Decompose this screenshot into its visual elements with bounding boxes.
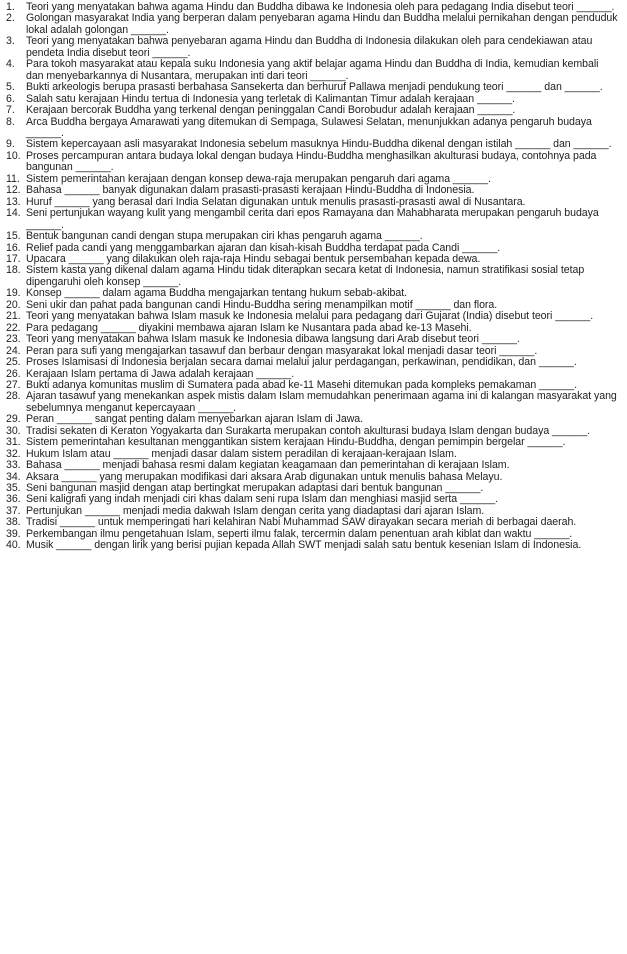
question-text: Perkembangan ilmu pengetahuan Islam, seperti ilmu falak, tercermin dalam penentuan arah kiblat dan waktu ______. [26, 527, 573, 540]
question-text: Tradisi ______ untuk memperingati hari kelahiran Nabi Muhammad SAW dirayakan secara meriah di berbagai daerah. [26, 516, 577, 529]
question-item [6, 105, 618, 116]
question-number: 33. [6, 459, 21, 472]
question-text: Seni bangunan masjid dengan atap bertingkat merupakan adaptasi dari bentuk bangunan ______. [26, 482, 484, 495]
question-item [6, 265, 618, 288]
question-text: Upacara ______ yang dilakukan oleh raja-raja Hindu sebagai bentuk persembahan kepada dewa. [26, 252, 481, 265]
question-number: 30. [6, 424, 21, 437]
question-number: 32. [6, 447, 21, 460]
question-item [6, 208, 618, 231]
question-number: 26. [6, 367, 21, 380]
question-item [6, 460, 618, 471]
question-text: Kerajaan Islam pertama di Jawa adalah kerajaan ______. [26, 367, 295, 380]
question-number: 31. [6, 436, 21, 449]
question-text: Konsep ______ dalam agama Buddha mengajarkan tentang hukum sebab-akibat. [26, 287, 407, 300]
question-text: Bukti arkeologis berupa prasasti berbahasa Sansekerta dan berhuruf Pallawa menjadi pendukung teori ______ dan ______. [26, 81, 603, 94]
question-item [6, 357, 618, 368]
question-text: Sistem pemerintahan kerajaan dengan konsep dewa-raja merupakan pengaruh dari agama ______. [26, 172, 491, 185]
question-number: 20. [6, 298, 21, 311]
question-text: Peran ______ sangat penting dalam menyebarkan ajaran Islam di Jawa. [26, 413, 364, 426]
question-text: Para pedagang ______ diyakini membawa ajaran Islam ke Nusantara pada abad ke-13 Masehi. [26, 321, 472, 334]
question-text: Sistem kasta yang dikenal dalam agama Hindu tidak diterapkan secara ketat di Indonesia, namun stratifikasi sosial tetap dipengaruhi oleh konsep ______. [26, 264, 585, 288]
question-number: 23. [6, 333, 21, 346]
question-text: Proses Islamisasi di Indonesia berjalan secara damai melalui jalur perdagangan, perkawinan, pendidikan, dan ______. [26, 356, 577, 369]
question-number: 2. [6, 12, 15, 25]
question-text: Huruf ______ yang berasal dari India Selatan digunakan untuk menulis prasasti-prasasti awal di Nusantara. [26, 195, 526, 208]
question-number: 16. [6, 241, 21, 254]
question-number: 28. [6, 390, 21, 403]
question-number: 29. [6, 413, 21, 426]
question-item [6, 311, 618, 322]
question-item [6, 151, 618, 174]
question-number: 24. [6, 344, 21, 357]
question-text: Seni kaligrafi yang indah menjadi ciri khas dalam seni rupa Islam dan menghiasi masjid serta ______. [26, 493, 498, 506]
question-text: Bentuk bangunan candi dengan stupa merupakan ciri khas pengaruh agama ______. [26, 230, 423, 243]
question-number: 10. [6, 149, 21, 162]
question-number: 15. [6, 230, 21, 243]
question-number: 39. [6, 527, 21, 540]
question-text: Kerajaan bercorak Buddha yang terkenal dengan peninggalan Candi Borobudur adalah kerajaan ______. [26, 104, 516, 117]
question-number: 4. [6, 58, 15, 71]
question-number: 6. [6, 92, 15, 105]
question-text: Sistem pemerintahan kesultanan menggantikan sistem kerajaan Hindu-Buddha, dengan pemimpin bergelar ______. [26, 436, 566, 449]
question-item [6, 13, 618, 36]
question-item [6, 540, 618, 551]
question-text: Arca Buddha bergaya Amarawati yang ditemukan di Sempaga, Sulawesi Selatan, menunjukkan adanya pengaruh budaya ______. [26, 115, 592, 139]
question-number: 40. [6, 539, 21, 552]
question-number: 25. [6, 356, 21, 369]
question-list [6, 2, 618, 552]
question-number: 37. [6, 504, 21, 517]
question-number: 5. [6, 81, 15, 94]
question-text: Peran para sufi yang mengajarkan tasawuf dan berbaur dengan masyarakat lokal menjadi dasar teori ______. [26, 344, 538, 357]
question-number: 17. [6, 252, 21, 265]
question-number: 38. [6, 516, 21, 529]
question-text: Teori yang menyatakan bahwa Islam masuk ke Indonesia dibawa langsung dari Arab disebut teori ______. [26, 333, 520, 346]
question-item [6, 185, 618, 196]
question-item [6, 117, 618, 140]
question-number: 34. [6, 470, 21, 483]
question-text: Teori yang menyatakan bahwa agama Hindu dan Buddha dibawa ke Indonesia oleh para pedagang India disebut teori ______. [26, 1, 615, 13]
question-number: 11. [6, 172, 20, 185]
question-number: 22. [6, 321, 21, 334]
question-text: Teori yang menyatakan bahwa Islam masuk ke Indonesia melalui para pedagang dari Gujarat (India) disebut teori ______. [26, 310, 594, 323]
question-text: Ajaran tasawuf yang menekankan aspek mistis dalam Islam memudahkan penerimaan agama ini di kalangan masyarakat yang sebelumnya menganut kepercayaan ______. [26, 390, 617, 414]
question-text: Musik ______ dengan lirik yang berisi pujian kepada Allah SWT menjadi salah satu bentuk kesenian Islam di Indonesia. [26, 539, 582, 552]
question-text: Proses percampuran antara budaya lokal dengan budaya Hindu-Buddha menghasilkan akulturasi budaya, contohnya pada bangunan ______. [26, 149, 597, 174]
question-text: Para tokoh masyarakat atau kepala suku Indonesia yang aktif belajar agama Hindu dan Buddha di India, kemudian kembali dan menyebarkannya di Nusantara, merupakan inti dari teori ______. [26, 58, 599, 82]
question-number: 18. [6, 264, 21, 277]
question-number: 13. [6, 195, 21, 208]
question-number: 14. [6, 207, 21, 220]
question-text: Seni pertunjukan wayang kulit yang mengambil cerita dari epos Ramayana dan Mahabharata merupakan pengaruh budaya ______. [26, 207, 599, 231]
question-text: Sistem kepercayaan asli masyarakat Indonesia sebelum masuknya Hindu-Buddha dikenal dengan istilah ______ dan ______. [26, 138, 612, 151]
question-number: 12. [6, 184, 21, 197]
question-number: 35. [6, 482, 21, 495]
question-item [6, 59, 618, 82]
question-number: 3. [6, 35, 15, 48]
question-number: 21. [6, 310, 21, 323]
question-number: 9. [6, 138, 15, 151]
question-text: Bukti adanya komunitas muslim di Sumatera pada abad ke-11 Masehi ditemukan pada kompleks pemakaman ______. [26, 378, 577, 391]
question-text: Teori yang menyatakan bahwa penyebaran agama Hindu dan Buddha di Indonesia dilakukan oleh para cendekiawan atau pendeta India disebut teori ______. [26, 35, 593, 59]
question-item [6, 437, 618, 448]
question-item [6, 391, 618, 414]
question-text: Bahasa ______ banyak digunakan dalam prasasti-prasasti kerajaan Hindu-Buddha di Indonesia. [26, 184, 475, 197]
question-text: Hukum Islam atau ______ menjadi dasar dalam sistem peradilan di kerajaan-kerajaan Islam. [26, 447, 457, 460]
question-number: 7. [6, 104, 15, 117]
question-text: Tradisi sekaten di Keraton Yogyakarta dan Surakarta merupakan contoh akulturasi budaya Islam dengan budaya ______. [26, 424, 590, 437]
question-number: 1. [6, 1, 15, 13]
question-text: Relief pada candi yang menggambarkan ajaran dan kisah-kisah Buddha terdapat pada Candi ______. [26, 241, 501, 254]
question-text: Pertunjukan ______ menjadi media dakwah Islam dengan cerita yang diadaptasi dari ajaran Islam. [26, 504, 485, 517]
question-item [6, 36, 618, 59]
question-number: 19. [6, 287, 21, 300]
question-number: 27. [6, 378, 21, 391]
question-text: Golongan masyarakat India yang berperan dalam penyebaran agama Hindu dan Buddha melalui pernikahan dengan penduduk lokal adalah golongan ______. [26, 12, 618, 36]
question-item [6, 231, 618, 242]
question-item [6, 82, 618, 93]
question-text: Aksara ______ yang merupakan modifikasi dari aksara Arab digunakan untuk menulis bahasa Melayu. [26, 470, 503, 483]
question-number: 8. [6, 115, 15, 128]
question-text: Bahasa ______ menjadi bahasa resmi dalam kegiatan keagamaan dan pemerintahan di kerajaan Islam. [26, 459, 510, 472]
question-item [6, 334, 618, 345]
question-text: Salah satu kerajaan Hindu tertua di Indonesia yang terletak di Kalimantan Timur adalah kerajaan ______. [26, 92, 515, 105]
question-text: Seni ukir dan pahat pada bangunan candi Hindu-Buddha sering menampilkan motif ______ dan flora. [26, 298, 498, 311]
question-number: 36. [6, 493, 21, 506]
